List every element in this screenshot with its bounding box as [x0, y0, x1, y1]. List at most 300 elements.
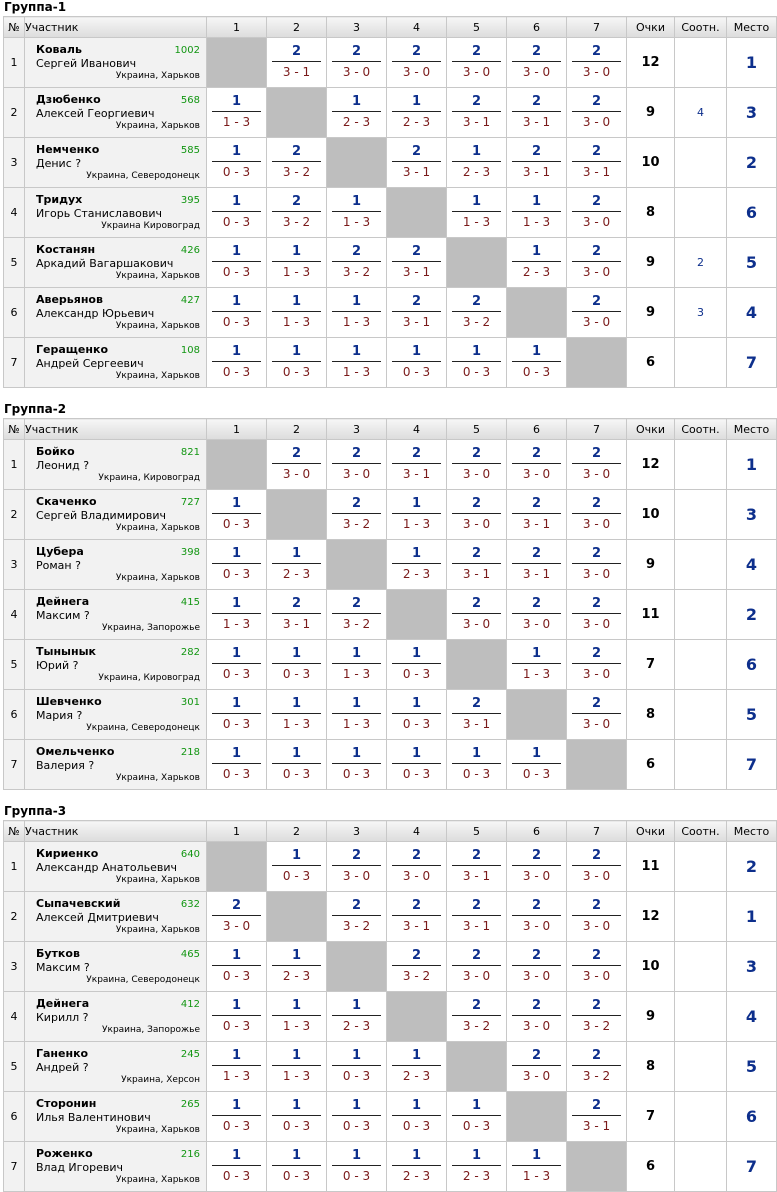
player-location: Украина, Харьков	[115, 121, 200, 131]
col-header-no: №	[4, 419, 25, 440]
match-sets: 3 - 0	[582, 869, 611, 883]
match-points: 2	[471, 948, 482, 963]
player-rating: 426	[180, 245, 200, 256]
table-row	[4, 490, 777, 540]
match-points: 2	[591, 1048, 602, 1063]
fraction-bar	[452, 865, 501, 866]
fraction-bar	[512, 161, 561, 162]
match-points: 1	[471, 1098, 482, 1113]
match-points: 2	[411, 948, 422, 963]
row-number: 4	[4, 590, 25, 640]
player-first-name: Алексей Георгиевич	[36, 107, 155, 120]
match-points: 2	[411, 244, 422, 259]
total-points: 6	[627, 1142, 675, 1192]
self-match-cell	[567, 338, 627, 388]
match-result-cell	[447, 490, 507, 540]
match-sets: 0 - 3	[402, 1119, 431, 1133]
col-header-no: №	[4, 821, 25, 842]
fraction-bar	[272, 311, 321, 312]
match-result-cell	[447, 1092, 507, 1142]
total-points: 8	[627, 690, 675, 740]
player-rating: 218	[180, 747, 200, 758]
match-sets: 3 - 1	[582, 1119, 611, 1133]
fraction-bar	[572, 161, 621, 162]
row-number: 6	[4, 690, 25, 740]
place-value: 1	[727, 440, 777, 490]
match-points: 2	[591, 144, 602, 159]
row-number: 4	[4, 992, 25, 1042]
match-result-cell	[567, 188, 627, 238]
total-points: 9	[627, 992, 675, 1042]
fraction-bar	[512, 1165, 561, 1166]
self-match-cell	[567, 1142, 627, 1192]
self-match-cell	[267, 490, 327, 540]
table-row	[4, 892, 777, 942]
player-rating: 632	[180, 899, 200, 910]
match-points: 2	[471, 898, 482, 913]
match-result-cell	[207, 288, 267, 338]
match-points: 1	[291, 1148, 302, 1163]
match-sets: 3 - 2	[402, 969, 431, 983]
total-points: 10	[627, 138, 675, 188]
match-sets: 3 - 0	[522, 919, 551, 933]
table-row	[4, 238, 777, 288]
player-location: Украина, Харьков	[115, 271, 200, 281]
match-sets: 1 - 3	[342, 717, 371, 731]
row-number: 5	[4, 238, 25, 288]
player-cell	[25, 640, 207, 690]
fraction-bar	[332, 261, 381, 262]
match-result-cell	[387, 338, 447, 388]
fraction-bar	[332, 1115, 381, 1116]
match-points: 1	[471, 746, 482, 761]
match-result-cell	[327, 338, 387, 388]
match-points: 1	[231, 596, 242, 611]
match-points: 2	[531, 44, 542, 59]
match-points: 2	[291, 446, 302, 461]
match-sets: 0 - 3	[222, 517, 251, 531]
match-points: 2	[591, 244, 602, 259]
player-location: Украина, Харьков	[115, 925, 200, 935]
col-header-place: Место	[727, 821, 777, 842]
match-sets: 3 - 0	[522, 617, 551, 631]
fraction-bar	[572, 663, 621, 664]
match-sets: 3 - 1	[402, 467, 431, 481]
match-result-cell	[327, 1142, 387, 1192]
match-points: 1	[351, 646, 362, 661]
match-sets: 0 - 3	[222, 1169, 251, 1183]
match-result-cell	[567, 992, 627, 1042]
player-rating: 727	[180, 497, 200, 508]
player-first-name: Андрей Сергеевич	[36, 357, 144, 370]
match-result-cell	[567, 138, 627, 188]
match-result-cell	[387, 1092, 447, 1142]
match-points: 1	[351, 998, 362, 1013]
match-result-cell	[387, 490, 447, 540]
fraction-bar	[572, 311, 621, 312]
match-result-cell	[387, 1142, 447, 1192]
match-result-cell	[327, 1092, 387, 1142]
table-row	[4, 440, 777, 490]
match-result-cell	[447, 1142, 507, 1192]
match-result-cell	[567, 238, 627, 288]
player-cell	[25, 238, 207, 288]
fraction-bar	[512, 211, 561, 212]
fraction-bar	[212, 513, 261, 514]
match-result-cell	[447, 188, 507, 238]
fraction-bar	[452, 563, 501, 564]
match-sets: 0 - 3	[282, 1119, 311, 1133]
match-result-cell	[447, 942, 507, 992]
match-sets: 3 - 0	[522, 1019, 551, 1033]
match-result-cell	[267, 1092, 327, 1142]
player-location: Украина, Запорожье	[102, 623, 200, 633]
match-sets: 1 - 3	[342, 365, 371, 379]
fraction-bar	[332, 311, 381, 312]
row-number: 3	[4, 138, 25, 188]
player-first-name: Кирилл ?	[36, 1011, 89, 1024]
match-points: 1	[351, 194, 362, 209]
match-result-cell	[207, 1092, 267, 1142]
self-match-cell	[387, 188, 447, 238]
ratio-value	[675, 138, 727, 188]
group-table	[3, 418, 777, 790]
match-points: 1	[351, 94, 362, 109]
match-points: 2	[471, 44, 482, 59]
player-cell	[25, 440, 207, 490]
fraction-bar	[572, 563, 621, 564]
fraction-bar	[212, 763, 261, 764]
col-header-opponent: 7	[567, 821, 627, 842]
fraction-bar	[452, 111, 501, 112]
match-sets: 0 - 3	[342, 1119, 371, 1133]
match-points: 2	[471, 94, 482, 109]
match-points: 2	[591, 194, 602, 209]
match-points: 1	[351, 1098, 362, 1113]
place-value: 6	[727, 188, 777, 238]
player-cell	[25, 38, 207, 88]
ratio-value	[675, 338, 727, 388]
match-sets: 3 - 2	[282, 165, 311, 179]
fraction-bar	[332, 763, 381, 764]
col-header-opponent: 7	[567, 17, 627, 38]
match-points: 2	[411, 446, 422, 461]
match-points: 1	[231, 496, 242, 511]
fraction-bar	[512, 513, 561, 514]
match-result-cell	[267, 690, 327, 740]
player-last-name: Сторонин	[36, 1097, 97, 1110]
player-first-name: Влад Игоревич	[36, 1161, 124, 1174]
player-first-name: Леонид ?	[36, 459, 90, 472]
ratio-value	[675, 188, 727, 238]
group-title: Группа-2	[4, 402, 67, 416]
player-rating: 412	[180, 999, 200, 1010]
match-points: 2	[471, 696, 482, 711]
match-result-cell	[327, 690, 387, 740]
match-points: 2	[591, 696, 602, 711]
match-sets: 0 - 3	[222, 567, 251, 581]
match-sets: 0 - 3	[222, 1019, 251, 1033]
fraction-bar	[392, 161, 441, 162]
match-points: 2	[471, 848, 482, 863]
match-sets: 2 - 3	[282, 969, 311, 983]
fraction-bar	[272, 1065, 321, 1066]
place-value: 4	[727, 288, 777, 338]
match-points: 1	[411, 496, 422, 511]
header-row	[4, 17, 777, 38]
match-result-cell	[207, 640, 267, 690]
match-result-cell	[507, 338, 567, 388]
fraction-bar	[212, 613, 261, 614]
fraction-bar	[572, 111, 621, 112]
table-row	[4, 338, 777, 388]
match-points: 1	[351, 344, 362, 359]
match-sets: 3 - 0	[522, 467, 551, 481]
ratio-value	[675, 1042, 727, 1092]
match-points: 2	[531, 596, 542, 611]
total-points: 9	[627, 540, 675, 590]
match-result-cell	[507, 38, 567, 88]
match-points: 1	[411, 1098, 422, 1113]
match-points: 2	[351, 244, 362, 259]
fraction-bar	[332, 915, 381, 916]
col-header-participant: Участник	[25, 17, 207, 38]
match-sets: 3 - 1	[282, 65, 311, 79]
fraction-bar	[332, 361, 381, 362]
header-row	[4, 821, 777, 842]
player-rating: 465	[180, 949, 200, 960]
place-value: 2	[727, 842, 777, 892]
match-points: 1	[471, 344, 482, 359]
player-rating: 282	[180, 647, 200, 658]
fraction-bar	[212, 261, 261, 262]
match-points: 2	[591, 294, 602, 309]
fraction-bar	[392, 915, 441, 916]
match-sets: 1 - 3	[282, 717, 311, 731]
match-points: 1	[351, 1048, 362, 1063]
match-sets: 3 - 1	[282, 617, 311, 631]
match-points: 1	[231, 646, 242, 661]
fraction-bar	[572, 1015, 621, 1016]
match-result-cell	[387, 892, 447, 942]
fraction-bar	[512, 865, 561, 866]
ratio-value	[675, 942, 727, 992]
match-points: 2	[411, 294, 422, 309]
match-sets: 3 - 0	[582, 315, 611, 329]
table-row	[4, 540, 777, 590]
player-cell	[25, 540, 207, 590]
row-number: 1	[4, 440, 25, 490]
col-header-opponent: 1	[207, 419, 267, 440]
fraction-bar	[272, 361, 321, 362]
match-points: 1	[231, 144, 242, 159]
match-sets: 3 - 0	[582, 717, 611, 731]
match-result-cell	[267, 842, 327, 892]
match-points: 1	[471, 144, 482, 159]
fraction-bar	[512, 261, 561, 262]
fraction-bar	[512, 1015, 561, 1016]
fraction-bar	[272, 965, 321, 966]
match-points: 2	[291, 44, 302, 59]
match-sets: 3 - 0	[582, 919, 611, 933]
self-match-cell	[267, 892, 327, 942]
fraction-bar	[572, 261, 621, 262]
match-sets: 0 - 3	[282, 365, 311, 379]
total-points: 12	[627, 440, 675, 490]
player-cell	[25, 942, 207, 992]
self-match-cell	[207, 38, 267, 88]
fraction-bar	[212, 563, 261, 564]
player-cell	[25, 288, 207, 338]
self-match-cell	[327, 942, 387, 992]
match-points: 1	[531, 344, 542, 359]
fraction-bar	[272, 1115, 321, 1116]
match-sets: 2 - 3	[402, 567, 431, 581]
player-last-name: Аверьянов	[36, 293, 103, 306]
fraction-bar	[272, 161, 321, 162]
match-sets: 3 - 0	[282, 467, 311, 481]
fraction-bar	[332, 1065, 381, 1066]
match-points: 2	[591, 898, 602, 913]
fraction-bar	[272, 663, 321, 664]
match-sets: 3 - 2	[342, 919, 371, 933]
match-points: 1	[231, 194, 242, 209]
match-result-cell	[327, 188, 387, 238]
ratio-value: 3	[675, 288, 727, 338]
col-header-opponent: 2	[267, 17, 327, 38]
col-header-opponent: 3	[327, 821, 387, 842]
place-value: 1	[727, 38, 777, 88]
match-sets: 2 - 3	[402, 1069, 431, 1083]
match-result-cell	[447, 690, 507, 740]
match-result-cell	[207, 1142, 267, 1192]
fraction-bar	[452, 1015, 501, 1016]
match-points: 1	[291, 344, 302, 359]
player-cell	[25, 138, 207, 188]
player-cell	[25, 740, 207, 790]
match-points: 1	[231, 998, 242, 1013]
fraction-bar	[572, 1065, 621, 1066]
match-sets: 2 - 3	[342, 1019, 371, 1033]
match-sets: 1 - 3	[522, 667, 551, 681]
match-points: 1	[231, 696, 242, 711]
self-match-cell	[507, 690, 567, 740]
table-row	[4, 188, 777, 238]
match-result-cell	[267, 238, 327, 288]
fraction-bar	[332, 513, 381, 514]
match-sets: 3 - 2	[342, 617, 371, 631]
match-result-cell	[267, 138, 327, 188]
match-sets: 3 - 1	[522, 567, 551, 581]
match-result-cell	[207, 88, 267, 138]
match-result-cell	[447, 992, 507, 1042]
player-rating: 415	[180, 597, 200, 608]
match-points: 1	[531, 244, 542, 259]
total-points: 8	[627, 188, 675, 238]
match-points: 2	[531, 998, 542, 1013]
row-number: 6	[4, 1092, 25, 1142]
player-first-name: Роман ?	[36, 559, 81, 572]
match-sets: 3 - 0	[582, 467, 611, 481]
match-points: 2	[591, 496, 602, 511]
match-result-cell	[327, 38, 387, 88]
match-result-cell	[207, 992, 267, 1042]
match-sets: 3 - 2	[282, 215, 311, 229]
match-sets: 0 - 3	[222, 265, 251, 279]
player-last-name: Скаченко	[36, 495, 97, 508]
match-points: 2	[291, 194, 302, 209]
col-header-participant: Участник	[25, 821, 207, 842]
match-points: 2	[531, 496, 542, 511]
match-points: 2	[411, 898, 422, 913]
match-sets: 3 - 1	[462, 567, 491, 581]
match-points: 1	[411, 94, 422, 109]
total-points: 10	[627, 942, 675, 992]
match-points: 2	[291, 596, 302, 611]
match-result-cell	[267, 942, 327, 992]
fraction-bar	[572, 713, 621, 714]
match-sets: 1 - 3	[342, 667, 371, 681]
col-header-points: Очки	[627, 17, 675, 38]
match-result-cell	[507, 1142, 567, 1192]
col-header-opponent: 4	[387, 419, 447, 440]
match-points: 2	[531, 1048, 542, 1063]
fraction-bar	[392, 261, 441, 262]
match-sets: 3 - 0	[462, 617, 491, 631]
match-points: 2	[591, 596, 602, 611]
fraction-bar	[272, 763, 321, 764]
table-row	[4, 38, 777, 88]
player-cell	[25, 690, 207, 740]
total-points: 11	[627, 842, 675, 892]
match-points: 1	[411, 1148, 422, 1163]
player-location: Украина, Харьков	[115, 773, 200, 783]
row-number: 4	[4, 188, 25, 238]
self-match-cell	[447, 640, 507, 690]
fraction-bar	[392, 1165, 441, 1166]
match-sets: 3 - 0	[582, 667, 611, 681]
table-row	[4, 1142, 777, 1192]
total-points: 11	[627, 590, 675, 640]
match-result-cell	[507, 138, 567, 188]
match-result-cell	[567, 892, 627, 942]
col-header-opponent: 6	[507, 419, 567, 440]
match-result-cell	[507, 992, 567, 1042]
player-first-name: Денис ?	[36, 157, 82, 170]
ratio-value	[675, 992, 727, 1042]
match-sets: 3 - 1	[462, 717, 491, 731]
fraction-bar	[452, 1165, 501, 1166]
match-sets: 3 - 0	[582, 969, 611, 983]
fraction-bar	[272, 261, 321, 262]
row-number: 7	[4, 1142, 25, 1192]
match-sets: 0 - 3	[402, 365, 431, 379]
match-result-cell	[267, 540, 327, 590]
row-number: 7	[4, 740, 25, 790]
match-sets: 3 - 0	[402, 869, 431, 883]
fraction-bar	[212, 1015, 261, 1016]
match-sets: 3 - 2	[462, 315, 491, 329]
match-points: 2	[351, 898, 362, 913]
match-sets: 0 - 3	[462, 1119, 491, 1133]
match-sets: 0 - 3	[402, 767, 431, 781]
match-result-cell	[327, 490, 387, 540]
match-result-cell	[327, 892, 387, 942]
col-header-opponent: 7	[567, 419, 627, 440]
match-result-cell	[327, 88, 387, 138]
fraction-bar	[452, 763, 501, 764]
match-result-cell	[447, 88, 507, 138]
